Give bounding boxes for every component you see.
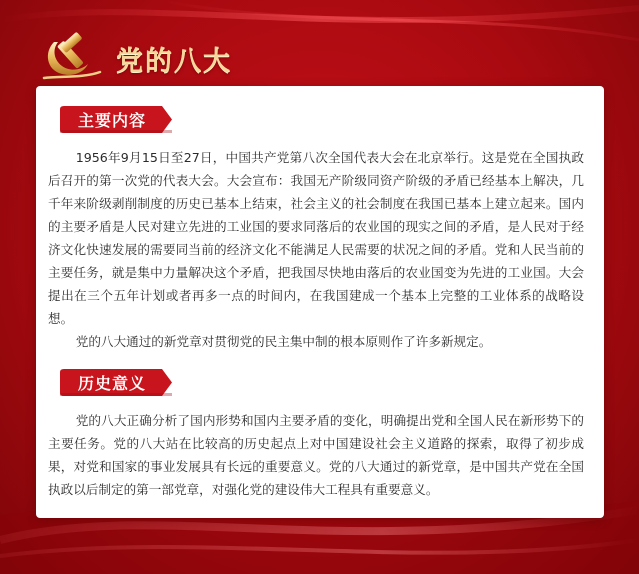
page-header <box>40 30 232 86</box>
section-heading-main-content <box>60 106 172 133</box>
section-paragraph: 党的八大正确分析了国内形势和国内主要矛盾的变化，明确提出党和全国人民在新形势下的主要任务。党的八大站在比较高的历史起点上对中国建设社会主义道路的探索，取得了初步成果，对党和国家的事业发展具有长远的重要意义。党的八大通过的新党章，是中国共产党在全国执政以后制定的第一部党章，对强化党的建设伟大工程具有重要意义。 <box>48 413 584 497</box>
section-heading-historical-significance <box>60 369 172 396</box>
section-paragraph: 1956年9月15日至27日，中国共产党第八次全国代表大会在北京举行。这是党在全国执政后召开的第一次党的代表大会。大会宣布：我国无产阶级同资产阶级的矛盾已经基本上解决，几千年来阶级剥削制度的历史已基本上结束，社会主义的社会制度在我国已基本上建立起来。国内的主要矛盾是人民对建立先进的工业国的要求同落后的农业国的现实之间的矛盾，是人民对于经济文化快速发展的需要同当前的经济文化不能满足人民需要的状况之间的矛盾。党和人民当前的主要任务，就是集中力量解决这个矛盾，把我国尽快地由落后的农业国变为先进的工业国。大会提出在三个五年计划或者再多一点的时间内，在我国建成一个基本上完整的工业体系的战略设想。 <box>48 150 584 326</box>
hammer-sickle-emblem-icon <box>40 32 104 84</box>
section-heading-label: 主要内容 <box>78 111 147 130</box>
page-title: 党的八大 <box>116 45 232 77</box>
section-heading-label: 历史意义 <box>78 374 147 393</box>
section-paragraph: 党的八大通过的新党章对贯彻党的民主集中制的根本原则作了许多新规定。 <box>75 334 492 349</box>
